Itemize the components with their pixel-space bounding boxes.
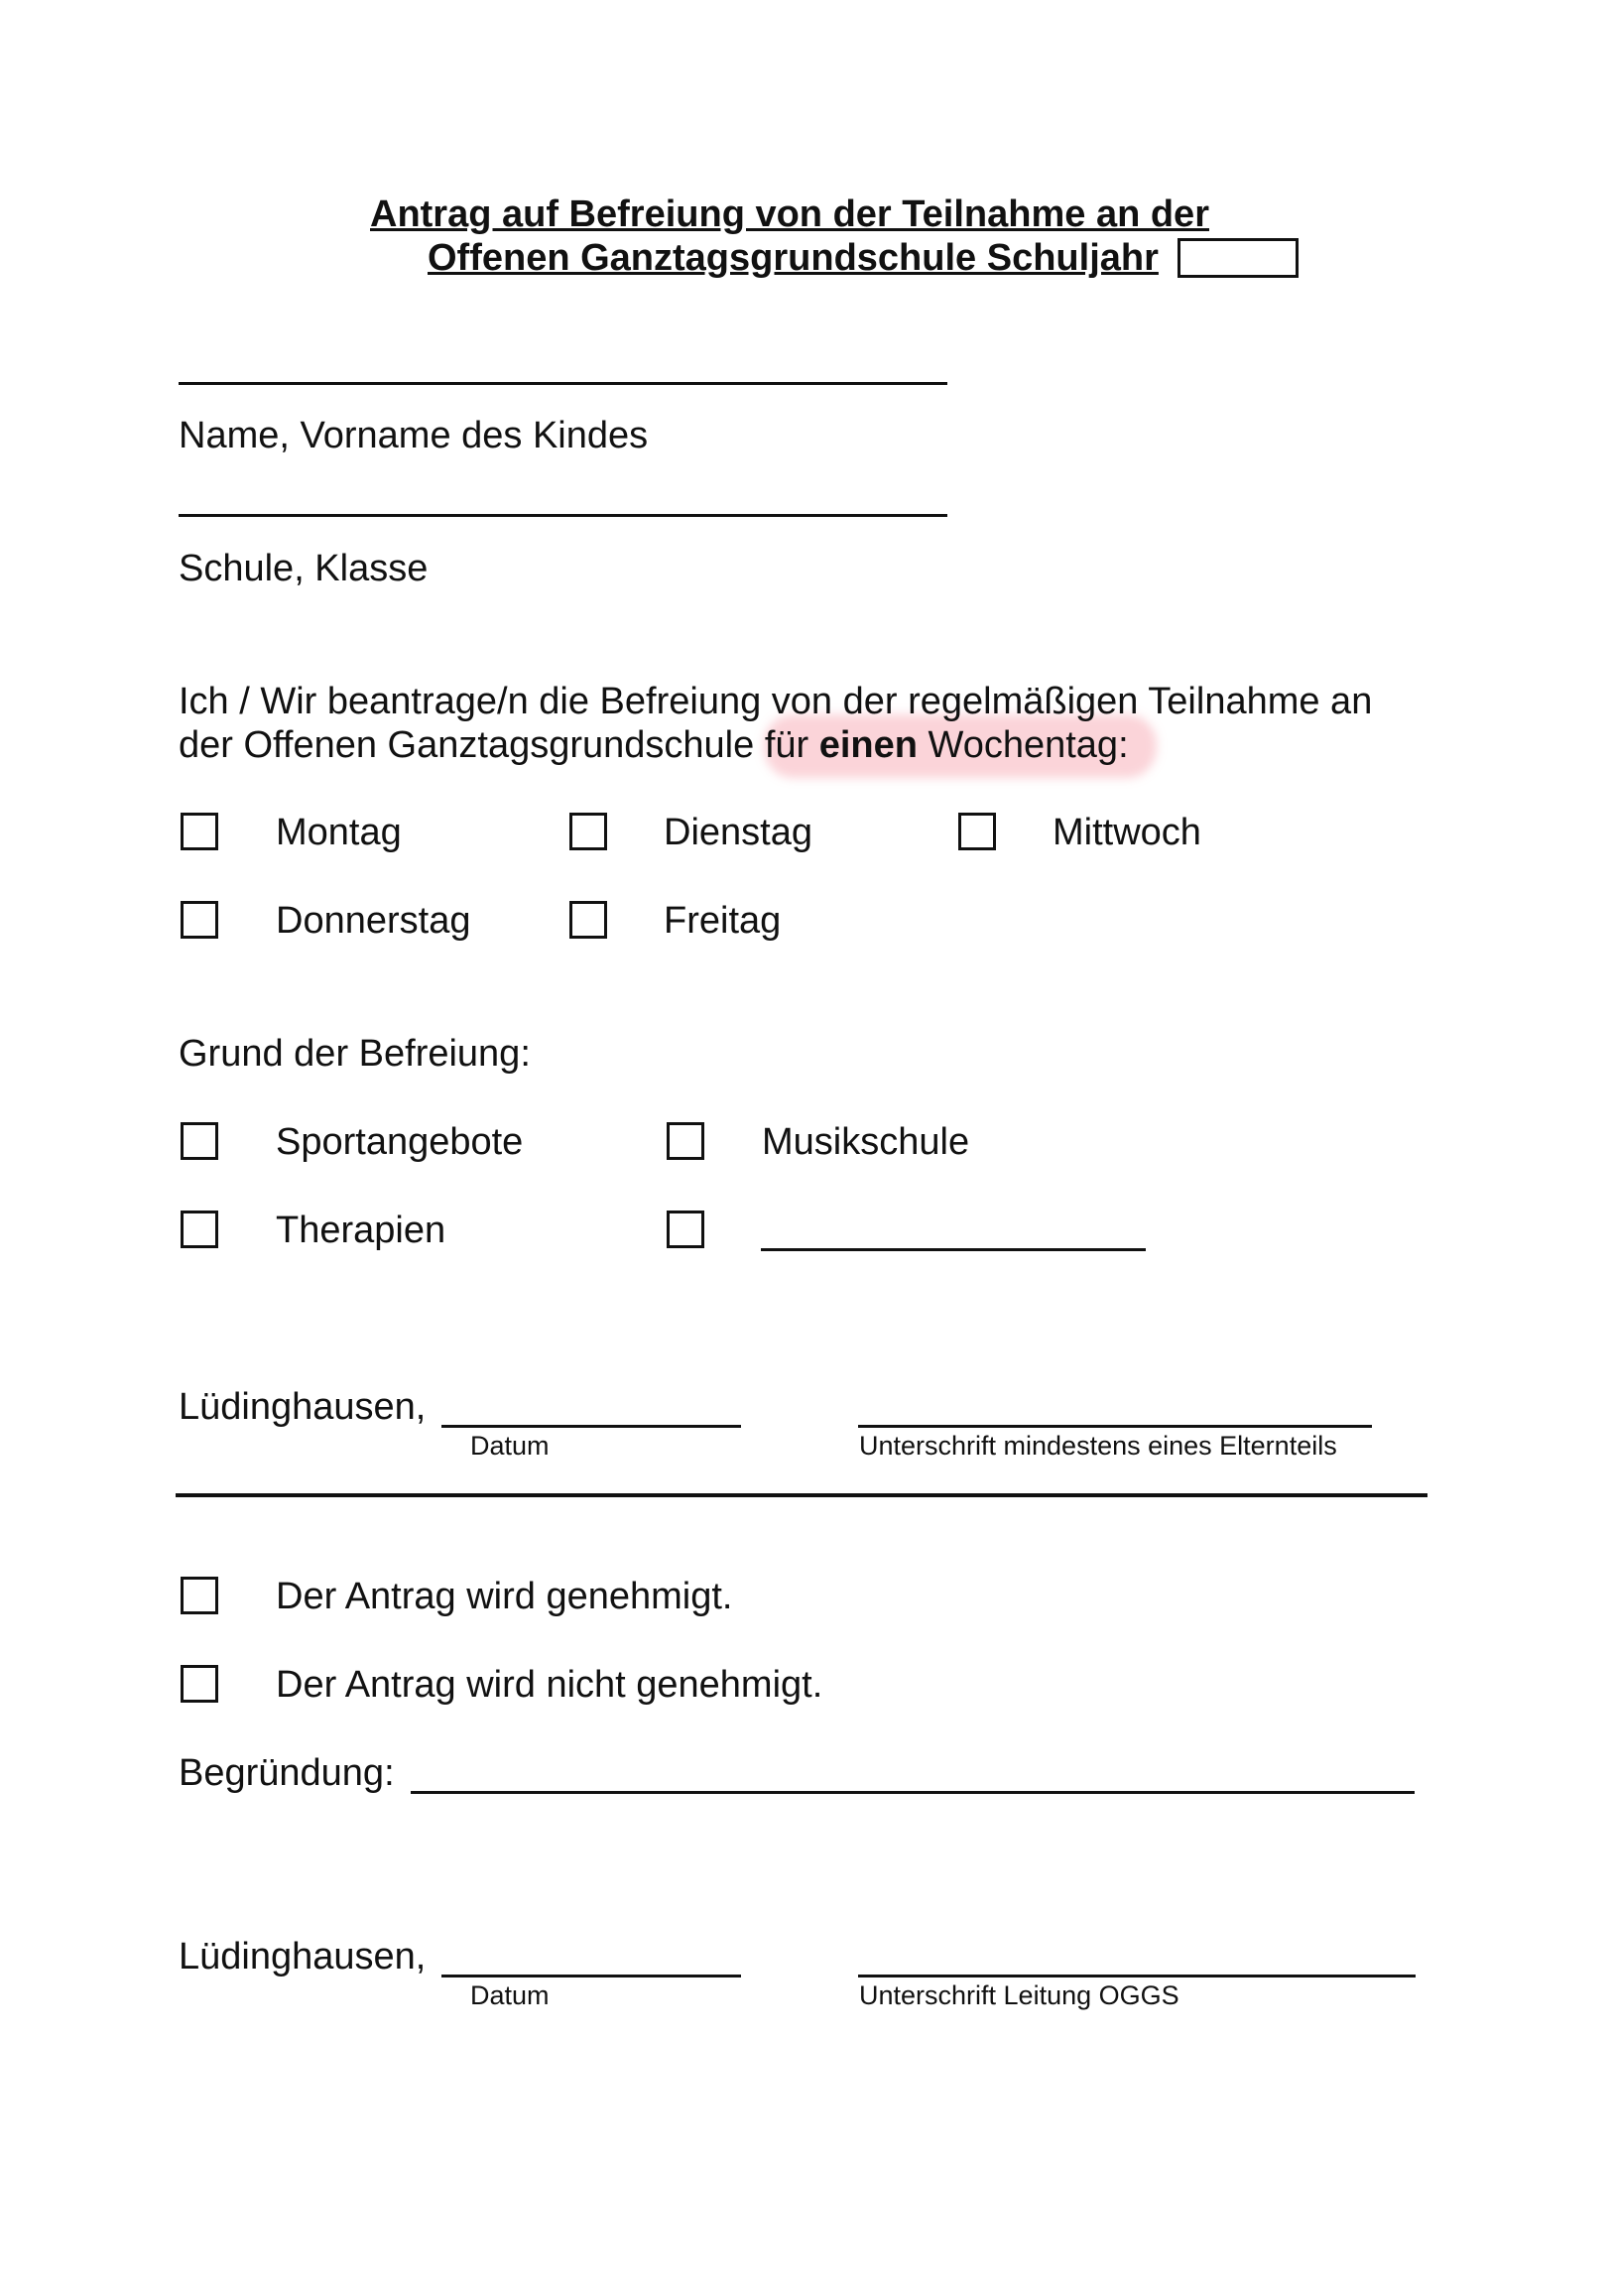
place-label-parent: Lüdinghausen, (179, 1386, 427, 1428)
request-text-line2 (179, 723, 1129, 767)
weekday-label-dienstag: Dienstag (664, 812, 812, 853)
checkbox-mittwoch[interactable] (958, 813, 996, 850)
checkbox-rejected[interactable] (181, 1665, 218, 1703)
school-class-line[interactable] (179, 514, 947, 517)
form-title-line2: Offenen Ganztagsgrundschule Schuljahr (428, 237, 1159, 279)
request-text-line1: Ich / Wir beantrage/n die Befreiung von der regelmäßigen Teilnahme an (179, 681, 1373, 722)
school-class-label: Schule, Klasse (179, 548, 429, 589)
request-text-prefix: der Offenen Ganztagsgrundschule (179, 724, 765, 766)
oggs-signature-line[interactable] (858, 1975, 1416, 1977)
weekday-label-montag: Montag (276, 812, 402, 853)
school-year-field[interactable] (1178, 238, 1299, 278)
justification-line[interactable] (411, 1791, 1415, 1794)
request-text-fuer: für (764, 724, 819, 766)
rejected-label: Der Antrag wird nicht genehmigt. (276, 1664, 823, 1706)
oggs-date-line[interactable] (441, 1975, 741, 1977)
child-name-label: Name, Vorname des Kindes (179, 415, 649, 456)
weekday-label-freitag: Freitag (664, 900, 782, 942)
parent-date-line[interactable] (441, 1425, 741, 1428)
checkbox-other-reason[interactable] (667, 1211, 704, 1248)
request-text-suffix: Wochentag: (917, 724, 1129, 766)
reason-label-musikschule: Musikschule (762, 1121, 970, 1163)
parent-signature-label: Unterschrift mindestens eines Elternteils (859, 1431, 1337, 1461)
form-title-line1: Antrag auf Befreiung von der Teilnahme an der (370, 193, 1209, 235)
checkbox-therapien[interactable] (181, 1211, 218, 1248)
reason-label-therapien: Therapien (276, 1210, 446, 1251)
checkbox-approved[interactable] (181, 1577, 218, 1614)
reason-label-sportangebote: Sportangebote (276, 1121, 524, 1163)
parent-date-label: Datum (470, 1431, 550, 1461)
reason-heading: Grund der Befreiung: (179, 1033, 531, 1075)
place-label-oggs: Lüdinghausen, (179, 1936, 427, 1977)
other-reason-line[interactable] (761, 1248, 1146, 1251)
checkbox-freitag[interactable] (569, 901, 607, 939)
request-text-emphasis: einen (818, 724, 918, 766)
section-divider (176, 1493, 1427, 1497)
weekday-label-mittwoch: Mittwoch (1053, 812, 1201, 853)
approved-label: Der Antrag wird genehmigt. (276, 1576, 733, 1617)
oggs-date-label: Datum (470, 1980, 550, 2010)
oggs-signature-label: Unterschrift Leitung OGGS (859, 1980, 1179, 2010)
checkbox-sportangebote[interactable] (181, 1122, 218, 1160)
parent-signature-line[interactable] (858, 1425, 1372, 1428)
child-name-line[interactable] (179, 382, 947, 385)
checkbox-montag[interactable] (181, 813, 218, 850)
checkbox-musikschule[interactable] (667, 1122, 704, 1160)
checkbox-dienstag[interactable] (569, 813, 607, 850)
weekday-label-donnerstag: Donnerstag (276, 900, 471, 942)
checkbox-donnerstag[interactable] (181, 901, 218, 939)
justification-label: Begründung: (179, 1752, 395, 1794)
